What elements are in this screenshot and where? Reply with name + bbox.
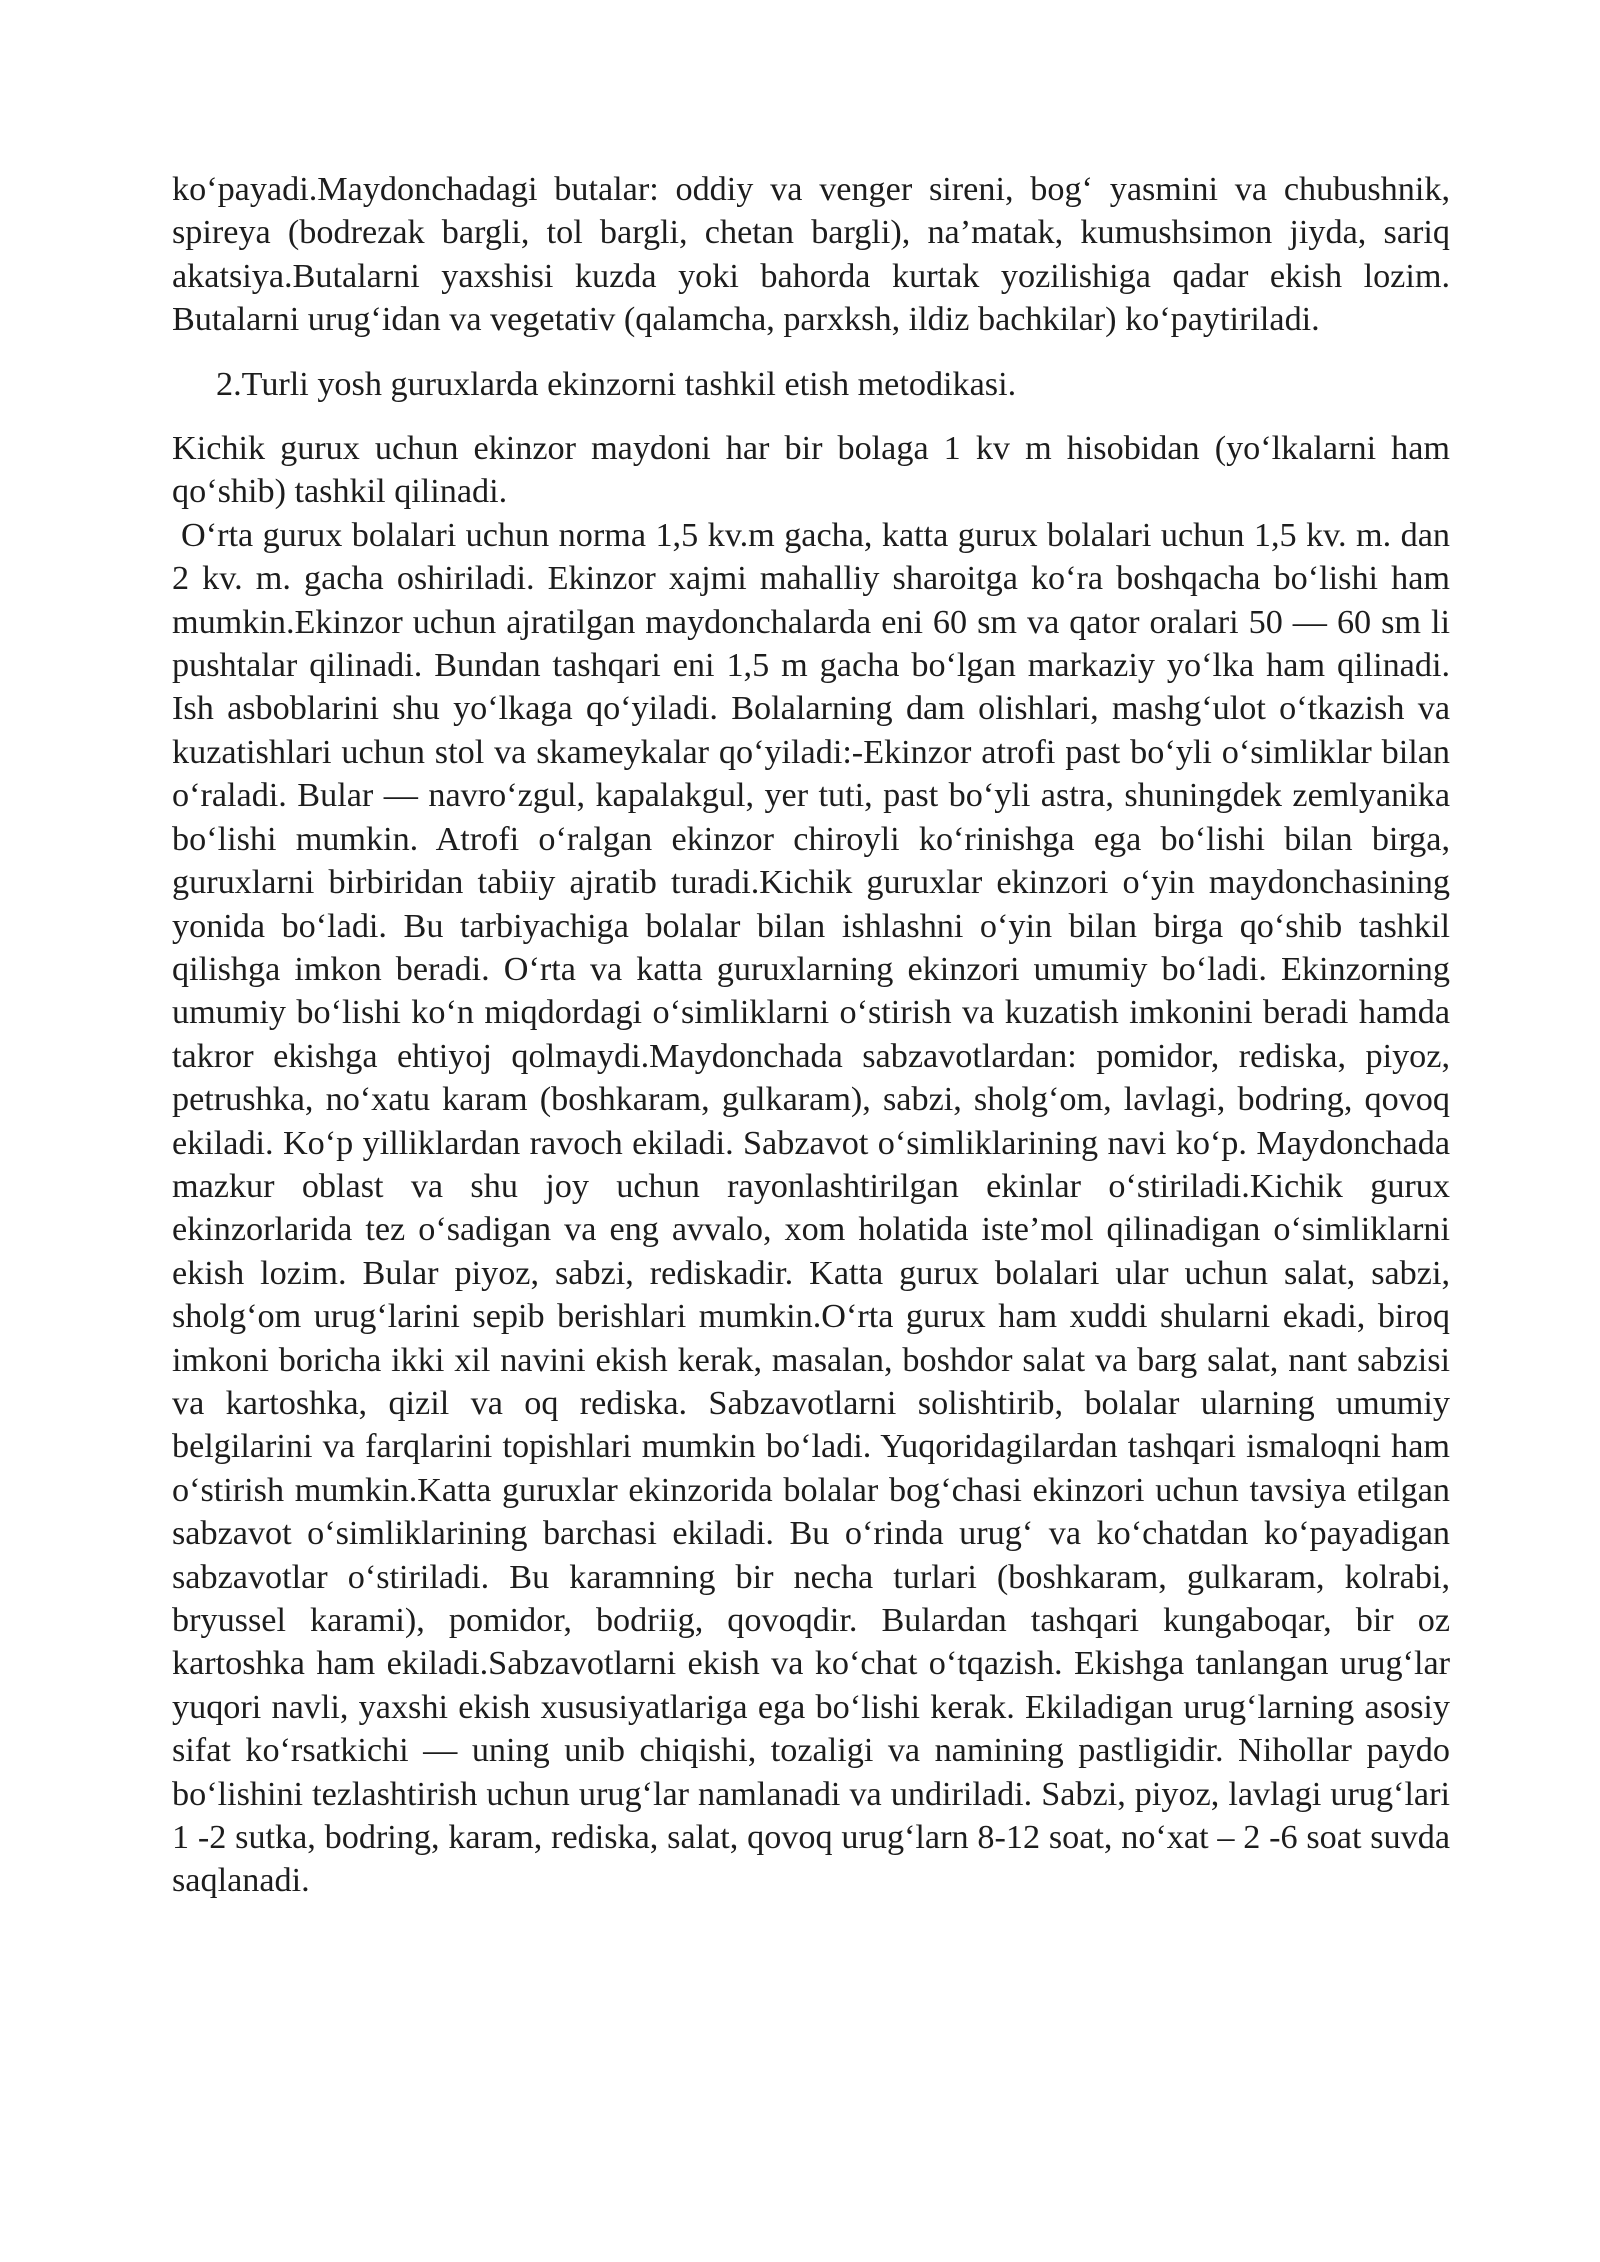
paragraph-shrubs: ko‘payadi.Maydonchadagi butalar: oddiy va venger sireni, bog‘ yasmini va chubushnik, spireya (bodrezak bargli, tol bargli, chetan bargli), na’matak, kumushsimon jiyda, sariq akatsiya.Butalarni yaxshisi kuzda yoki bahorda kurtak yozilishiga qadar ekish lozim. Butalarni urug‘idan va vegetativ (qalamcha, parxksh, ildiz bachkilar) ko‘paytiriladi. <box>172 171 1450 339</box>
section-heading: 2.Turli yosh guruxlarda ekinzorni tashkil etish metodikasi. <box>216 365 1017 403</box>
paragraph-main-body: O‘rta gurux bolalari uchun norma 1,5 kv.m gacha, katta gurux bolalari uchun 1,5 kv. m. dan 2 kv. m. gacha oshiriladi. Ekinzor xajmi mahalliy sharoitga ko‘ra boshqacha bo‘lishi ham mumkin.Ekinzor uchun ajratilgan maydonchalarda eni 60 sm va qator oralari 50 — 60 sm li pushtalar qilinadi. Bundan tashqari eni 1,5 m gacha bo‘lgan markaziy yo‘lka ham qilinadi. Ish asboblarini shu yo‘lkaga qo‘yiladi. Bolalarning dam olishlari, mashg‘ulot o‘tkazish va kuzatishlari uchun stol va skameykalar qo‘yiladi:-Ekinzor atrofi past bo‘yli o‘simliklar bilan o‘raladi. Bular — navro‘zgul, kapalakgul, yer tuti, past bo‘yli astra, shuningdek zemlyanika bo‘lishi mumkin. Atrofi o‘ralgan ekinzor chiroyli ko‘rinishga ega bo‘lishi bilan birga, guruxlarni birbiridan tabiiy ajratib turadi.Kichik guruxlar ekinzori o‘yin maydonchasining yonida bo‘ladi. Bu tarbiyachiga bolalar bilan ishlashni o‘yin bilan birga qo‘shib tashkil qilishga imkon beradi. O‘rta va katta guruxlarning ekinzori umumiy bo‘ladi. Ekinzorning umumiy bo‘lishi ko‘n miqdordagi o‘simliklarni o‘stirish va kuzatish imkonini beradi hamda takror ekishga ehtiyoj qolmaydi.Maydonchada sabzavotlardan: pomidor, rediska, piyoz, petrushka, no‘xatu karam (boshkaram, gulkaram), sabzi, sholg‘om, lavlagi, bodring, qovoq ekiladi. Ko‘p yilliklardan ravoch ekiladi. Sabzavot o‘simliklarining navi ko‘p. Maydonchada mazkur oblast va shu joy uchun rayonlashtirilgan ekinlar o‘stiriladi.Kichik gurux ekinzorlarida tez o‘sadigan va eng avvalo, xom holatida iste’mol qilinadigan o‘simliklarni ekish lozim. Bular piyoz, sabzi, rediskadir. Katta gurux bolalari ular uchun salat, sabzi, sholg‘om urug‘larini sepib berishlari mumkin.O‘rta gurux ham xuddi shularni ekadi, biroq imkoni boricha ikki xil navini ekish kerak, masalan, boshdor salat va barg salat, nant sabzisi va kartoshka, qizil va oq rediska. Sabzavotlarni solishtirib, bolalar ularning umumiy belgilarini va farqlarini topishlari mumkin bo‘ladi. Yuqoridagilardan tashqari ismaloqni ham o‘stirish mumkin.Katta guruxlar ekinzorida bolalar bog‘chasi ekinzori uchun tavsiya etilgan sabzavot o‘simliklarining barchasi ekiladi. Bu o‘rinda urug‘ va ko‘chatdan ko‘payadigan sabzavotlar o‘stiriladi. Bu karamning bir necha turlari (boshkaram, gulkaram, kolrabi, bryussel karami), pomidor, bodriig, qovoqdir. Bulardan tashqari kungaboqar, bir oz kartoshka ham ekiladi.Sabzavotlarni ekish va ko‘chat o‘tqazish. Ekishga tanlangan urug‘lar yuqori navli, yaxshi ekish xususiyatlariga ega bo‘lishi kerak. Ekiladigan urug‘larning asosiy sifat ko‘rsatkichi — uning unib chiqishi, tozaligi va namining pastligidir. Nihollar paydo bo‘lishini tezlashtirish uchun urug‘lar namlanadi va undiriladi. Sabzi, piyoz, lavlagi urug‘lari 1 -2 sutka, bodring, karam, rediska, salat, qovoq urug‘larn 8-12 soat, no‘xat – 2 -6 soat suvda saqlanadi. <box>172 516 1450 1900</box>
paragraph-small-group: Kichik gurux uchun ekinzor maydoni har bir bolaga 1 kv m hisobidan (yo‘lkalarni ham qo‘shib) tashkil qilinadi. <box>172 430 1450 511</box>
document-page <box>172 168 1450 1903</box>
